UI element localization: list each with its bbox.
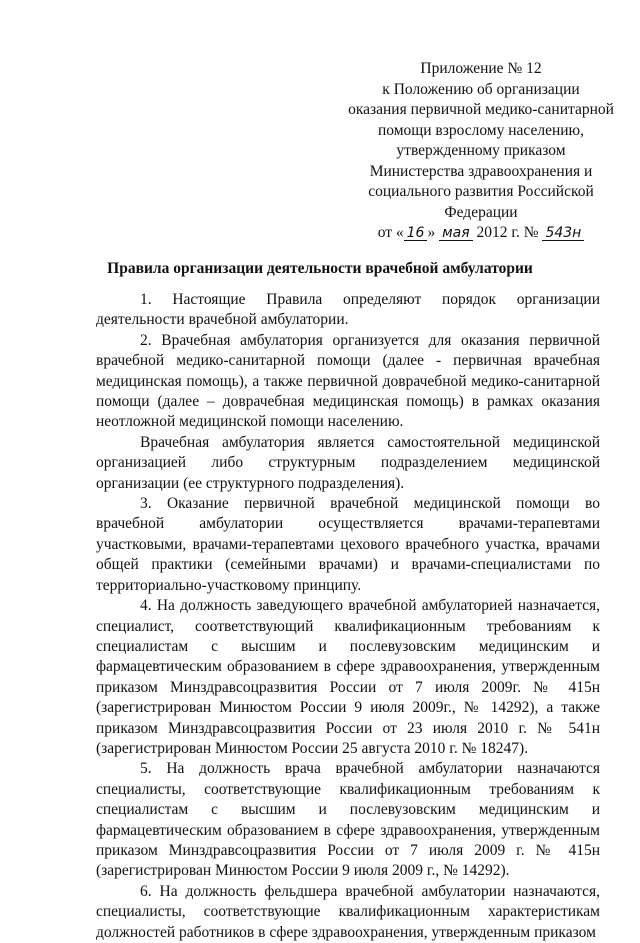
date-prefix: от « xyxy=(377,224,404,241)
paragraph: 2. Врачебная амбулатория организуется для оказания первичной врачебной медико-санитарной помощи (далее - первичная врачебная медицинская помощь), а также первичной доврачебной медико-санитарной помощи (далее – доврачебная медицинская помощь) в рамках оказания неотложной медицинской помощи населению. xyxy=(96,331,600,431)
appendix-line: Министерства здравоохранения и xyxy=(369,162,593,180)
order-date-line xyxy=(332,223,630,244)
paragraph: 4. На должность заведующего врачебной амбулаторией назначается, специалист, соответствующий квалификационным требованиям к специалистам с высшим и послевузовским медицинским и фармацевтическим образованием в сфере здравоохранения, утвержденным приказом Минздравсоцразвития России от 7 июля 2009г. № 415н (зарегистрирован Минюстом России 9 июля 2009г., № 14292), а также приказом Минздравсоцразвития России от 23 июля 2010 г. № 541н (зарегистрирован Минюстом России 25 августа 2010 г. № 18247). xyxy=(96,597,600,757)
date-year: 2012 г. № xyxy=(476,224,539,241)
appendix-header xyxy=(332,59,630,244)
appendix-line: Приложение № 12 xyxy=(420,60,542,77)
paragraph: 6. На должность фельдшера врачебной амбулатории назначаются, специалисты, соответствующие квалификационным характеристикам должностей работников в сфере здравоохранения, утвержденным приказом xyxy=(96,882,600,941)
document-body xyxy=(96,290,600,943)
handwritten-order-number: 543н xyxy=(542,226,584,241)
document-title: Правила организации деятельности врачебной амбулатории xyxy=(107,260,533,277)
appendix-line: утвержденному приказом xyxy=(396,142,566,159)
paragraph: Врачебная амбулатория является самостоятельной медицинской организацией либо структурным подразделением медицинской организации (ее структурного подразделения). xyxy=(96,433,600,492)
handwritten-month: мая xyxy=(439,226,473,241)
appendix-line: Федерации xyxy=(444,203,518,221)
appendix-line: социального развития Российской xyxy=(368,183,594,200)
appendix-line: оказания первичной медико-санитарной xyxy=(348,101,614,118)
handwritten-day: 16 xyxy=(404,226,428,241)
paragraph: 5. На должность врача врачебной амбулатории назначаются специалисты, соответствующие квалификационным требованиям к специалистам с высшим и послевузовским медицинским и фармацевтическим образованием в сфере здравоохранения, утвержденным приказом Минздравсоцразвития России от 7 июля 2009 г. № 415н (зарегистрирован Минюстом России 9 июля 2009 г., № 14292). xyxy=(96,760,600,880)
date-mid: » xyxy=(427,224,436,241)
appendix-line: помощи взрослому населению, xyxy=(377,121,585,139)
paragraph: 3. Оказание первичной врачебной медицинской помощи во врачебной амбулатории осуществляется врачами-терапевтами участковыми, врачами-терапевтами цехового врачебного участка, врачами общей практики (семейными врачами) и врачами-специалистами по территориально-участковому принципу. xyxy=(96,495,600,594)
paragraph: 1. Настоящие Правила определяют порядок организации деятельности врачебной амбулатории. xyxy=(96,291,600,329)
appendix-line: к Положению об организации xyxy=(382,80,580,98)
